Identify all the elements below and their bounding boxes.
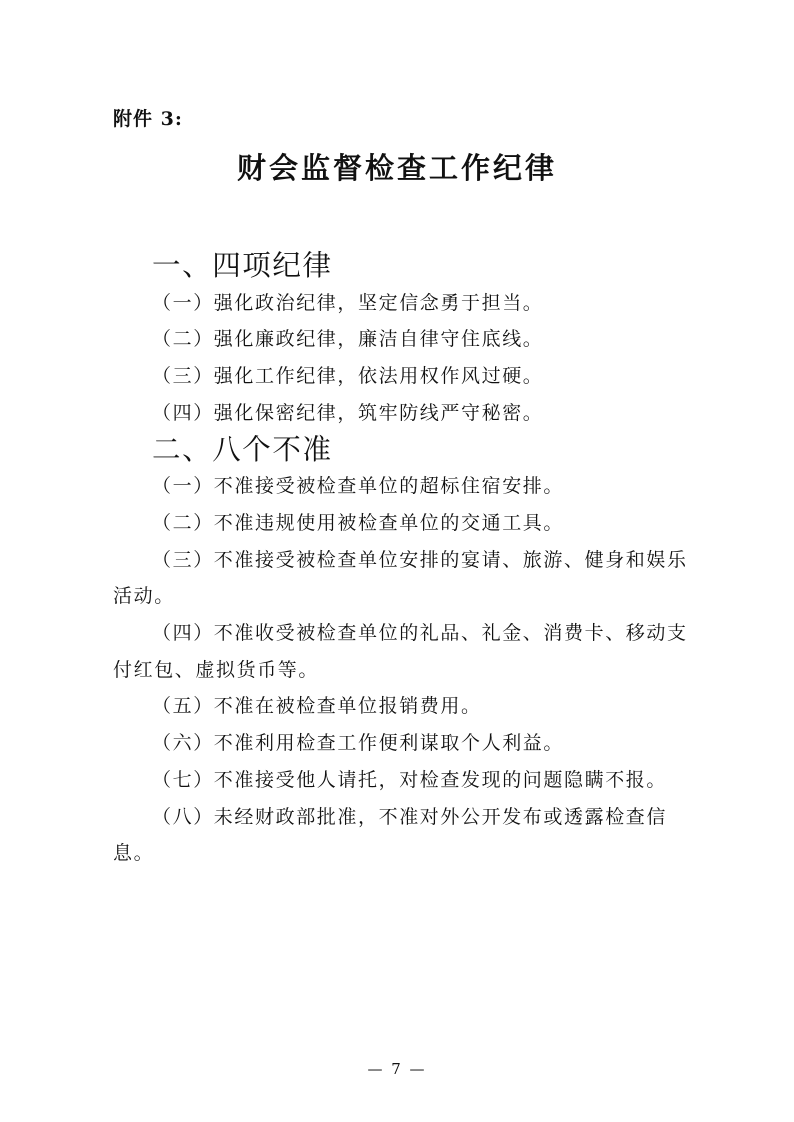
document-title: 财会监督检查工作纪律 [236,151,557,185]
prohibition-item: （七）不准接受他人请托，对检查发现的问题隐瞒不报。 [152,768,668,791]
attachment-label: 附件 3: [113,108,183,130]
section-heading: 一、四项纪律 [152,249,333,282]
document-body [113,248,688,872]
prohibition-item: （五）不准在被检查单位报销费用。 [152,695,482,718]
prohibition-item: （二）不准违规使用被检查单位的交通工具。 [152,511,565,534]
section-heading: 二、八个不准 [152,432,333,466]
discipline-item: （四）强化保密纪律，筑牢防线严守秘密。 [152,401,544,424]
prohibition-item: （八）未经财政部批准，不准对外公开发布或透露检查信息。 [113,805,668,865]
discipline-item: （三）强化工作纪律，依法用权作风过硬。 [152,365,544,388]
discipline-item: （二）强化廉政纪律，廉洁自律守住底线。 [152,328,544,351]
prohibition-item: （六）不准利用检查工作便利谋取个人利益。 [152,732,565,755]
prohibition-item: （一）不准接受被检查单位的超标住宿安排。 [152,475,565,498]
prohibition-item: （四）不准收受被检查单位的礼品、礼金、消费卡、移动支付红包、虚拟货币等。 [113,622,688,681]
discipline-item: （一）强化政治纪律，坚定信念勇于担当。 [152,291,544,314]
page-number: — 7 — [367,1060,427,1078]
prohibition-item: （三）不准接受被检查单位安排的宴请、旅游、健身和娱乐活动。 [113,548,688,608]
